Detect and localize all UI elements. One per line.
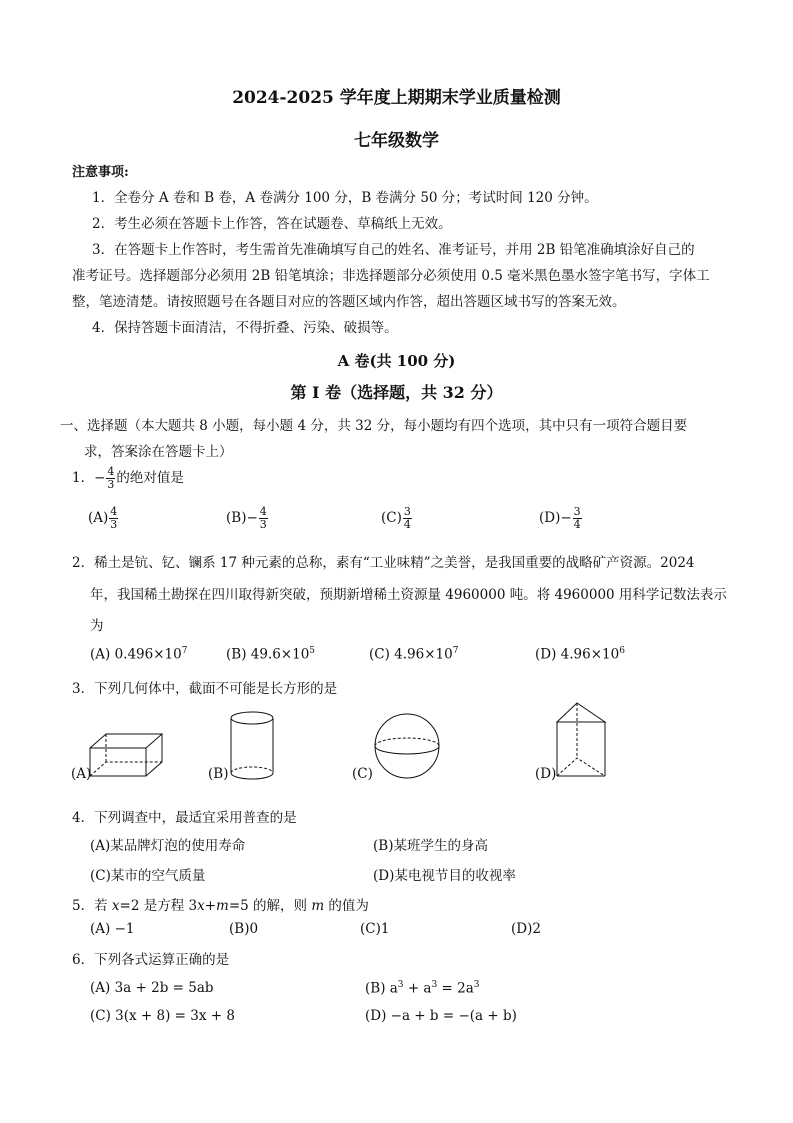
cuboid-figure [88,728,166,780]
q3-label-b: (B) [208,766,229,782]
q5-option-d: (D)2 [511,921,541,937]
part1-title: 第 I 卷（选择题，共 32 分） [290,383,503,402]
q4-option-b: (B)某班学生的身高 [373,838,488,854]
notice-item-1: 1．全卷分 A 卷和 B 卷，A 卷满分 100 分，B 卷满分 50 分；考试时间 120 分钟。 [92,190,598,206]
q6-option-b: (B) $a^3 + a^3 = 2a^3$ [365,980,480,997]
notice-item-4: 4．保持答题卡面清洁，不得折叠、污染、破损等。 [92,320,398,336]
q2-option-c: (C) $4.96\times 10^7$ [369,646,459,663]
q1-option-d: (D)− $\frac{3}{4}$ [539,505,581,531]
section-intro-line2: 求，答案涂在答题卡上） [84,444,233,460]
q4-option-d: (D)某电视节目的收视率 [373,868,516,884]
q5-option-b: (B)0 [229,921,259,937]
q4-option-c: (C)某市的空气质量 [90,868,206,884]
q4-stem: 4．下列调查中，最适宜采用普查的是 [72,810,297,826]
q2-line1: 2．稀土是钪、钇、镧系 17 种元素的总称，素有“工业味精”之美誉，是我国重要的战略矿产资源。2024 [72,555,695,571]
q2-line3: 为 [90,618,104,634]
q4-option-a: (A)某品牌灯泡的使用寿命 [90,838,246,854]
q1-option-c: (C) $\frac{3}{4}$ [381,505,411,531]
q3-stem: 3．下列几何体中，截面不可能是长方形的是 [72,681,338,697]
section-a-title: A 卷(共 100 分) [337,352,456,370]
q5-stem: 5．若 x=2 是方程 3x+m=5 的解，则 m 的值为 [72,898,369,914]
section-intro-line1: 一、选择题（本大题共 8 小题，每小题 4 分，共 32 分，每小题均有四个选项，其中只有一项符合题目要 [60,418,688,434]
notice-item-3-cont: 准考证号。选择题部分必须用 2B 铅笔填涂；非选择题部分必须使用 0.5 毫米黑色墨水签字笔书写，字体工 [72,268,710,284]
q1-stem: 1．− $\frac{4}{3}$ 的绝对值是 [72,465,184,491]
notice-item-2: 2．考生必须在答题卡上作答，答在试题卷、草稿纸上无效。 [92,216,452,232]
q6-option-a: (A) 3a + 2b = 5ab [90,980,214,996]
cylinder-figure [228,710,276,782]
q6-stem: 6．下列各式运算正确的是 [72,952,230,968]
sphere-figure [372,711,442,781]
q1-option-a: (A) $\frac{4}{3}$ [88,505,118,531]
q3-label-a: (A) [71,766,92,782]
notice-item-3-cont2: 整，笔迹清楚。请按照题号在各题目对应的答题区域内作答，超出答题区域书写的答案无效。 [72,294,626,310]
q2-line2: 年，我国稀土勘探在四川取得新突破，预期新增稀土资源量 4960000 吨。将 4960000 用科学记数法表示 [90,587,727,603]
q1-option-b: (B)− $\frac{4}{3}$ [226,505,267,531]
q2-option-b: (B) $49.6\times 10^5$ [226,646,316,663]
exam-subtitle: 七年级数学 [354,131,439,151]
notice-item-3: 3．在答题卡上作答时，考生需首先准确填写自己的姓名、准考证号，并用 2B 铅笔准确填涂好自己的 [92,242,695,258]
q5-option-c: (C)1 [360,921,390,937]
q3-label-d: (D) [535,766,557,782]
q6-option-c: (C) 3(x + 8) = 3x + 8 [90,1008,235,1024]
q3-label-c: (C) [352,766,373,782]
q2-option-a: (A) $0.496\times 10^7$ [90,646,188,663]
triangular-prism-figure [554,700,608,780]
q5-option-a: (A) −1 [90,921,135,937]
q6-option-d: (D) −a + b = −(a + b) [365,1008,517,1024]
exam-title: 2024-2025 学年度上期期末学业质量检测 [232,88,561,108]
notice-heading: 注意事项: [72,165,129,180]
q2-option-d: (D) $4.96\times 10^6$ [535,646,625,663]
